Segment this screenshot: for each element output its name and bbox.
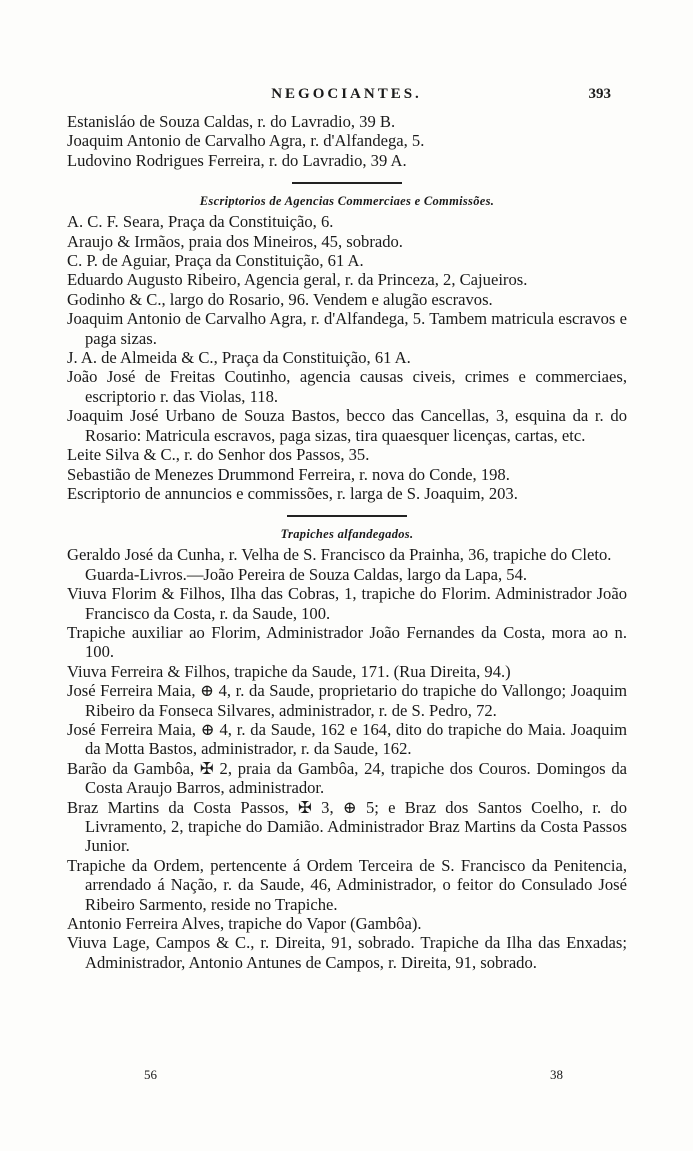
- list-item: Ludovino Rodrigues Ferreira, r. do Lavradio, 39 A.: [67, 150, 407, 170]
- section-divider: [292, 182, 402, 184]
- list-item: Joaquim Antonio de Carvalho Agra, r. d'Alfandega, 5. Tambem matricula escravos e paga sizas.: [67, 309, 627, 348]
- list-item: Viuva Ferreira & Filhos, trapiche da Saude, 171. (Rua Direita, 94.): [67, 661, 511, 681]
- signature-mark-left: 56: [144, 1067, 157, 1082]
- list-item: Sebastião de Menezes Drummond Ferreira, r. nova do Conde, 198.: [67, 464, 510, 484]
- list-item: João José de Freitas Coutinho, agencia causas civeis, crimes e commerciaes, escriptorio r. das Violas, 118.: [67, 367, 627, 406]
- list-item: Trapiche auxiliar ao Florim, Administrador João Fernandes da Costa, mora ao n. 100.: [67, 622, 627, 662]
- section-trapiches: [67, 527, 627, 972]
- list-item: Braz Martins da Costa Passos, ✠ 3, ⊕ 5; e Braz dos Santos Coelho, r. do Livramento, 2, trapiche do Damião. Administrador Braz Martins da Costa Passos Junior.: [67, 797, 627, 856]
- list-item: C. P. de Aguiar, Praça da Constituição, 61 A.: [67, 251, 364, 271]
- list-item: Barão da Gambôa, ✠ 2, praia da Gambôa, 24, trapiche dos Couros. Domingos da Costa Araujo Barros, administrador.: [67, 758, 627, 798]
- section-heading: Trapiches alfandegados.: [280, 527, 414, 542]
- list-item: Geraldo José da Cunha, r. Velha de S. Francisco da Prainha, 36, trapiche do Cleto.: [67, 545, 612, 565]
- section-negociantes-continued: [67, 112, 627, 170]
- list-item: Estanisláo de Souza Caldas, r. do Lavradio, 39 B.: [67, 112, 396, 131]
- list-item: Joaquim José Urbano de Souza Bastos, becco das Cancellas, 3, esquina da r. do Rosario: Matricula escravos, paga sizas, tira quaesquer licenças, cartas, etc.: [67, 406, 627, 445]
- list-item: Joaquim Antonio de Carvalho Agra, r. d'Alfandega, 5.: [67, 131, 425, 151]
- page-number: 393: [588, 86, 611, 102]
- list-item: Trapiche da Ordem, pertencente á Ordem Terceira de S. Francisco da Penitencia, arrendado á Nação, r. da Saude, 46, Administrador, o feitor do Consulado José Ribeiro Sarmento, reside no Trapiche.: [67, 855, 627, 914]
- section-escriptorios: [67, 194, 627, 503]
- running-header: [0, 86, 693, 106]
- list-item: A. C. F. Seara, Praça da Constituição, 6.: [67, 212, 334, 232]
- list-item: Godinho & C., largo do Rosario, 96. Vendem e alugão escravos.: [67, 289, 493, 309]
- signature-mark-right: 38: [550, 1067, 563, 1082]
- section-heading: Escriptorios de Agencias Commerciaes e Commissões.: [199, 194, 495, 209]
- section-divider: [287, 515, 407, 517]
- list-item: Guarda-Livros.—João Pereira de Souza Caldas, largo da Lapa, 54.: [85, 564, 528, 584]
- list-item: Araujo & Irmãos, praia dos Mineiros, 45, sobrado.: [67, 231, 403, 251]
- list-item: José Ferreira Maia, ⊕ 4, r. da Saude, proprietario do trapiche do Vallongo; Joaquim Ribeiro da Fonseca Silvares, administrador, r. de S. Pedro, 72.: [67, 681, 627, 720]
- list-item: Antonio Ferreira Alves, trapiche do Vapor (Gambôa).: [67, 914, 422, 934]
- list-item: J. A. de Almeida & C., Praça da Constituição, 61 A.: [67, 348, 411, 368]
- list-item: Viuva Florim & Filhos, Ilha das Cobras, 1, trapiche do Florim. Administrador João Francisco da Costa, r. da Saude, 100.: [67, 584, 627, 623]
- list-item: Eduardo Augusto Ribeiro, Agencia geral, r. da Princeza, 2, Cajueiros.: [67, 270, 528, 290]
- document-body: [67, 112, 627, 972]
- list-item: Leite Silva & C., r. do Senhor dos Passos, 35.: [67, 445, 370, 465]
- list-item: Escriptorio de annuncios e commissões, r. larga de S. Joaquim, 203.: [67, 483, 518, 503]
- list-item: Viuva Lage, Campos & C., r. Direita, 91, sobrado. Trapiche da Ilha das Enxadas; Administrador, Antonio Antunes de Campos, r. Direita, 91, sobrado.: [67, 933, 627, 972]
- list-item: José Ferreira Maia, ⊕ 4, r. da Saude, 162 e 164, dito do trapiche do Maia. Joaquim da Motta Bastos, administrador, r. da Saude, 162.: [67, 719, 627, 759]
- running-title: NEGOCIANTES.: [271, 86, 422, 102]
